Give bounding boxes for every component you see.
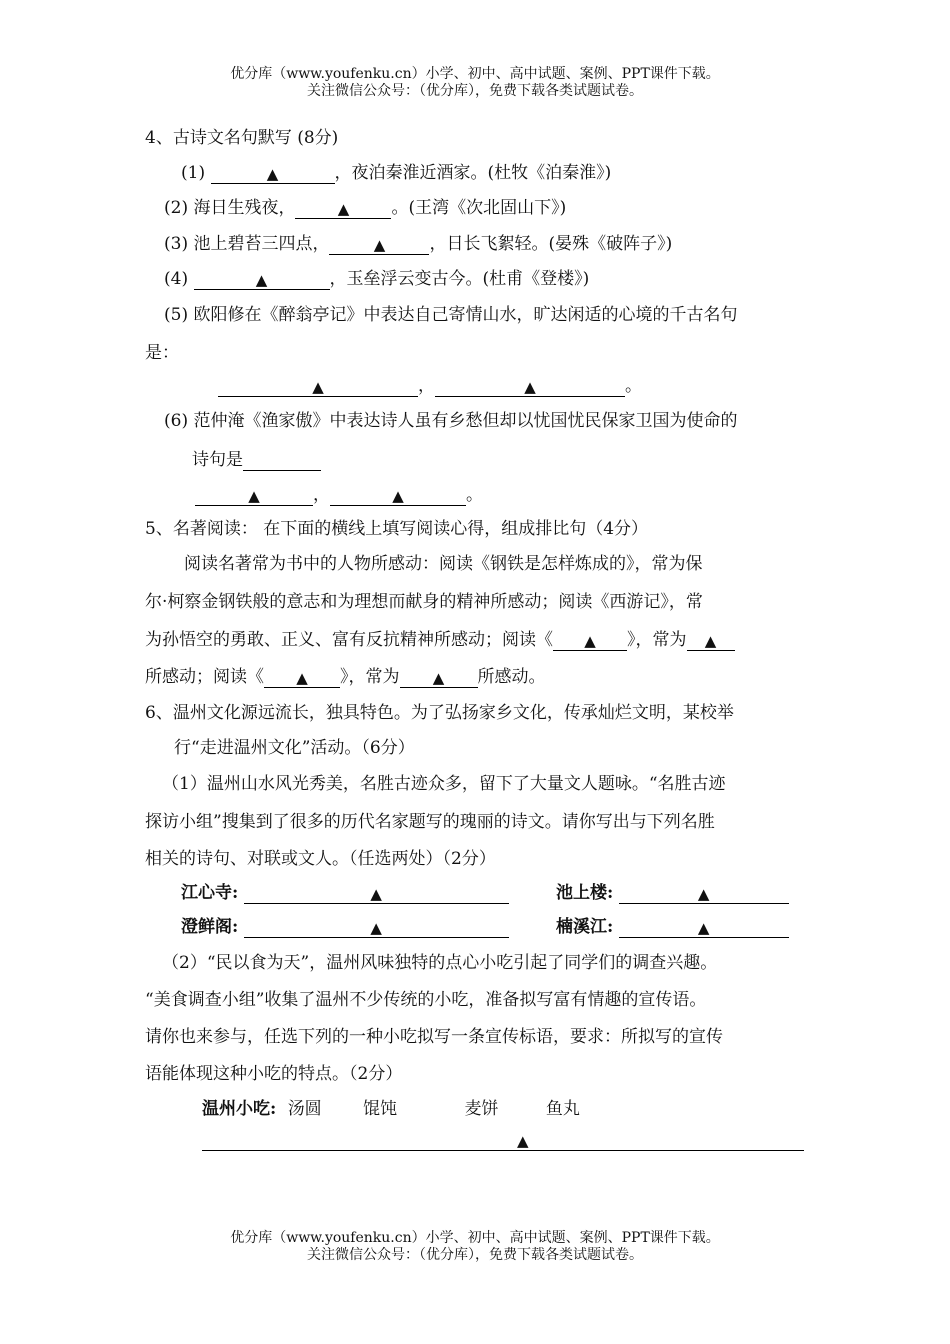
place-row-2-left — [181, 916, 509, 938]
q6-part-1-line-2: 探访小组”搜集到了很多的历代名家题写的瑰丽的诗文。请你写出与下列名胜 — [145, 812, 715, 832]
triangle-icon: ▲ — [296, 669, 308, 687]
place-label-chengxian: 澄鲜阁: — [181, 917, 239, 937]
answer-blank[interactable] — [619, 883, 789, 904]
q5-line-3 — [145, 629, 735, 651]
triangle-icon: ▲ — [370, 919, 382, 937]
q6-part-2-line-3: 请你也来参与，任选下列的一种小吃拟写一条宣传标语，要求：所拟写的宣传 — [145, 1027, 723, 1047]
answer-blank[interactable] — [329, 234, 429, 255]
q5-line-4-text-a: 所感动；阅读《 — [145, 667, 264, 687]
snack-row — [202, 1098, 580, 1120]
header-line-1: 优分库（www.youfenku.cn）小学、初中、高中试题、案例、PPT课件下载。 — [230, 66, 720, 82]
triangle-icon: ▲ — [697, 919, 710, 937]
answer-blank[interactable] — [244, 883, 509, 904]
q5-title: 5、名著阅读： 在下面的横线上填写阅读心得，组成排比句（4分） — [145, 519, 649, 539]
slogan-marker — [517, 1130, 529, 1152]
answer-blank[interactable] — [330, 485, 466, 506]
q6-part-2-line-1: （2）“民以食为天”，温州风味独特的点心小吃引起了同学们的调查兴趣。 — [162, 953, 718, 973]
q5-line-4 — [145, 666, 546, 688]
q6-part-2-line-2: “美食调查小组”收集了温州不少传统的小吃，准备拟写富有情趣的宣传语。 — [145, 990, 707, 1010]
q4-item-6-line-2 — [192, 449, 321, 471]
page-footer — [0, 1230, 950, 1264]
q4-item-4-num: (4) — [164, 269, 189, 289]
place-row-1-right — [556, 882, 789, 904]
header-line-2: 关注微信公众号：（优分库），免费下载各类试题试卷。 — [307, 83, 643, 99]
snack-item: 麦饼 — [464, 1099, 499, 1119]
answer-blank[interactable] — [264, 667, 340, 688]
answer-blank[interactable] — [687, 630, 735, 651]
q4-item-4 — [164, 268, 589, 290]
q4-item-2-num: (2) 海日生残夜， — [164, 198, 296, 218]
q4-item-5-line-1: (5) 欧阳修在《醉翁亭记》中表达自己寄情山水，旷达闲适的心境的千古名句 — [164, 305, 738, 325]
triangle-icon: ▲ — [432, 669, 445, 687]
triangle-icon: ▲ — [370, 885, 382, 903]
triangle-icon: ▲ — [524, 378, 536, 396]
q4-item-3-num: (3) 池上碧苔三四点， — [164, 234, 330, 254]
q5-line-1: 阅读名著常为书中的人物所感动：阅读《钢铁是怎样炼成的》，常为保 — [184, 554, 703, 574]
q4-item-1 — [181, 162, 611, 184]
snack-item: 汤圆 — [287, 1099, 322, 1119]
triangle-icon: ▲ — [248, 487, 260, 505]
triangle-icon: ▲ — [255, 271, 268, 289]
q4-item-1-num: (1) — [181, 163, 206, 183]
q4-item-5-line-2: 是： — [145, 343, 179, 363]
q6-title-line-2: 行“走进温州文化”活动。（6分） — [174, 738, 415, 758]
q4-item-6-prompt: 诗句是 — [192, 450, 243, 470]
triangle-icon: ▲ — [373, 236, 386, 254]
q6-title-line-1: 6、温州文化源远流长，独具特色。为了弘扬家乡文化，传承灿烂文明，某校举 — [145, 703, 734, 723]
answer-blank[interactable] — [211, 163, 335, 184]
q4-item-5-answers — [218, 375, 642, 397]
triangle-icon: ▲ — [392, 487, 404, 505]
comma: ， — [418, 376, 435, 396]
answer-blank[interactable] — [243, 450, 321, 471]
q5-line-2: 尔·柯察金钢铁般的意志和为理想而献身的精神所感动；阅读《西游记》，常 — [145, 592, 703, 612]
answer-blank[interactable] — [244, 917, 509, 938]
q4-item-2-text: 。(王湾《次北固山下》) — [391, 198, 567, 218]
answer-blank[interactable] — [195, 485, 313, 506]
triangle-icon: ▲ — [266, 165, 279, 183]
triangle-icon: ▲ — [704, 632, 717, 650]
footer-line-2: 关注微信公众号：（优分库），免费下载各类试题试卷。 — [307, 1247, 643, 1263]
period: 。 — [466, 485, 483, 505]
place-label-nanxi: 楠溪江: — [556, 917, 614, 937]
answer-blank[interactable] — [295, 198, 391, 219]
q4-item-4-text: ，玉垒浮云变古今。(杜甫《登楼》) — [329, 269, 590, 289]
period: 。 — [625, 376, 642, 396]
place-row-2-right — [556, 916, 789, 938]
q6-part-1-line-1: （1）温州山水风光秀美，名胜古迹众多，留下了大量文人题咏。“名胜古迹 — [162, 774, 726, 794]
snack-item: 馄饨 — [363, 1099, 398, 1119]
place-row-1-left — [181, 882, 509, 904]
snack-item: 鱼丸 — [545, 1099, 580, 1119]
q6-part-1-line-3: 相关的诗句、对联或文人。（任选两处）（2分） — [145, 849, 496, 869]
q4-item-1-text: ，夜泊秦淮近酒家。(杜牧《泊秦淮》) — [334, 163, 612, 183]
place-label-chishang: 池上楼: — [556, 883, 614, 903]
q5-line-4-text-b: 》，常为 — [340, 667, 400, 687]
q4-item-3 — [164, 233, 672, 255]
q4-title: 4、古诗文名句默写 (8分) — [145, 128, 339, 148]
snack-label: 温州小吃: — [202, 1099, 277, 1119]
answer-blank[interactable] — [619, 917, 789, 938]
triangle-icon: ▲ — [337, 200, 350, 218]
answer-blank[interactable] — [553, 630, 627, 651]
answer-blank[interactable] — [435, 376, 625, 397]
slogan-answer-line[interactable] — [202, 1150, 804, 1151]
triangle-icon: ▲ — [584, 632, 596, 650]
answer-blank[interactable] — [194, 269, 330, 290]
answer-blank[interactable] — [400, 667, 478, 688]
triangle-icon: ▲ — [312, 378, 324, 396]
page-header — [0, 66, 950, 100]
answer-blank[interactable] — [218, 376, 418, 397]
place-label-jiangxin: 江心寺: — [181, 883, 239, 903]
q4-item-3-text: ，日长飞絮轻。(晏殊《破阵子》) — [429, 234, 673, 254]
triangle-icon: ▲ — [697, 885, 710, 903]
q4-item-6-line-1: (6) 范仲淹《渔家傲》中表达诗人虽有乡愁但却以忧国忧民保家卫国为使命的 — [164, 411, 738, 431]
q5-line-3-text-b: 》，常为 — [627, 630, 687, 650]
q4-item-2 — [164, 197, 566, 219]
footer-line-1: 优分库（www.youfenku.cn）小学、初中、高中试题、案例、PPT课件下载。 — [230, 1230, 720, 1246]
q4-item-6-answers — [195, 484, 483, 506]
comma: ， — [313, 485, 330, 505]
triangle-icon: ▲ — [517, 1132, 529, 1150]
q5-line-4-text-c: 所感动。 — [477, 667, 546, 687]
q6-part-2-line-4: 语能体现这种小吃的特点。（2分） — [145, 1064, 403, 1084]
q5-line-3-text-a: 为孙悟空的勇敢、正义、富有反抗精神所感动；阅读《 — [145, 630, 553, 650]
